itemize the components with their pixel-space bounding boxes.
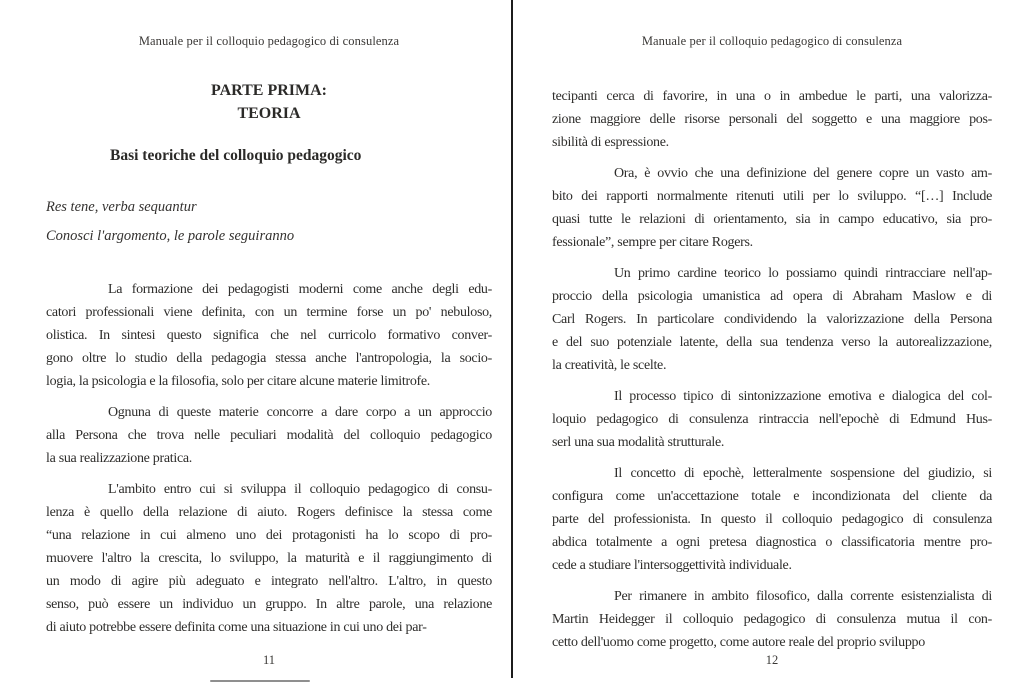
right-running-header: Manuale per il colloquio pedagogico di consulenza: [641, 34, 903, 48]
text-line: cetto dell'uomo come progetto, come autore reale del proprio sviluppo: [552, 635, 925, 650]
part-title-line1: PARTE PRIMA:: [210, 82, 327, 99]
text-line: parte del professionista. In questo il colloquio pedagogico di consulenza: [552, 512, 992, 527]
text-line: loquio pedagogico di consulenza rintraccia nell'epochè di Edmund Hus-: [552, 412, 992, 427]
text-line: logia, la psicologia e la filosofia, solo per citare alcune materie limitrofe.: [46, 374, 431, 389]
text-line: senso, può essere un individuo un gruppo. In altre parole, una relazione: [46, 597, 492, 612]
part-title: [46, 79, 492, 125]
text-line: Per rimanere in ambito filosofico, dalla corrente esistenzialista di: [614, 589, 992, 604]
text-line: serl una sua modalità strutturale.: [552, 435, 725, 450]
bottom-edge-smudge: [210, 680, 310, 682]
epigraph-line1: Res tene, verba sequantur: [46, 199, 197, 215]
text-line: di aiuto potrebbe essere definita come una situazione in cui uno dei par-: [46, 620, 427, 635]
text-line: e del suo potenziale latente, della sua tendenza verso la autorealizzazione,: [552, 335, 992, 350]
text-line: sibilità di espressione.: [552, 135, 669, 150]
text-line: Martin Heidegger il colloquio pedagogico di consulenza mutua il con-: [552, 612, 992, 627]
paragraph: [46, 278, 492, 393]
text-line: L'ambito entro cui si sviluppa il colloquio pedagogico di consu-: [108, 482, 492, 497]
paragraph: [552, 585, 992, 654]
right-page-body: [552, 85, 992, 662]
text-line: Il concetto di epochè, letteralmente sospensione del giudizio, si: [614, 466, 992, 481]
text-line: un modo di agire più adeguato e integrato nell'altro. L'altro, in questo: [46, 574, 492, 589]
epigraph-line2: Conosci l'argomento, le parole seguiranno: [46, 228, 295, 244]
text-line: Ora, è ovvio che una definizione del genere copre un vasto am-: [614, 166, 992, 181]
text-line: lenza è quello della relazione di aiuto. Rogers definisce la stessa come: [46, 505, 492, 520]
text-line: cede a studiare l'intersoggettività individuale.: [552, 558, 792, 573]
text-line: muovere l'altro la crescita, lo sviluppo, la maturità e il raggiungimento di: [46, 551, 492, 566]
paragraph: [552, 85, 992, 154]
text-line: proccio della psicologia umanistica ad opera di Abraham Maslow e di: [552, 289, 992, 304]
text-line: bito dei rapporti normalmente ritenuti utili per lo sviluppo. “[…] Include: [552, 189, 992, 204]
text-line: catori professionali viene definita, con un termine forse un po' nebuloso,: [46, 305, 492, 320]
paragraph: [552, 162, 992, 254]
text-line: configura come un'accettazione totale e incondizionata del cliente da: [552, 489, 992, 504]
page-gutter-divider: [511, 0, 513, 678]
text-line: Ognuna di queste materie concorre a dare corpo a un approccio: [108, 405, 492, 420]
paragraph: [552, 462, 992, 577]
left-page-number: 11: [262, 653, 276, 667]
text-line: la creatività, le scelte.: [552, 358, 667, 373]
text-line: La formazione dei pedagogisti moderni come anche degli edu-: [108, 282, 492, 297]
text-line: zione maggiore delle risorse personali del soggetto e una maggiore pos-: [552, 112, 992, 127]
left-page: [46, 0, 492, 684]
part-title-line2: TEORIA: [237, 105, 301, 122]
paragraph: [46, 478, 492, 639]
text-line: alla Persona che trova nelle peculiari modalità del colloquio pedagogico: [46, 428, 492, 443]
paragraph: [552, 262, 992, 377]
section-title: Basi teoriche del colloquio pedagogico: [110, 147, 362, 164]
text-line: tecipanti cerca di favorire, in una o in ambedue le parti, una valorizza-: [552, 89, 992, 104]
text-line: olistica. In sintesi questo significa che nel curricolo formativo conver-: [46, 328, 492, 343]
right-page-number: 12: [765, 653, 779, 667]
text-line: fessionale”, sempre per citare Rogers.: [552, 235, 753, 250]
text-line: gono oltre lo studio della pedagogia stessa anche l'antropologia, la socio-: [46, 351, 492, 366]
epigraph: [46, 193, 294, 251]
text-line: Carl Rogers. In particolare condividendo la valorizzazione della Persona: [552, 312, 992, 327]
paragraph: [46, 401, 492, 470]
text-line: Il processo tipico di sintonizzazione emotiva e dialogica del col-: [614, 389, 992, 404]
right-page: [552, 0, 992, 684]
text-line: la sua realizzazione pratica.: [46, 451, 192, 466]
text-line: Un primo cardine teorico lo possiamo quindi rintracciare nell'ap-: [614, 266, 992, 281]
text-line: abdica totalmente a ogni pretesa diagnostica o classificatoria mentre pro-: [552, 535, 992, 550]
left-page-body: [46, 278, 492, 647]
left-running-header: Manuale per il colloquio pedagogico di consulenza: [138, 34, 400, 48]
text-line: “una relazione in cui almeno uno dei protagonisti ha lo scopo di pro-: [46, 528, 492, 543]
text-line: quasi tutte le relazioni di orientamento, sia in campo educativo, sia pro-: [552, 212, 992, 227]
paragraph: [552, 385, 992, 454]
